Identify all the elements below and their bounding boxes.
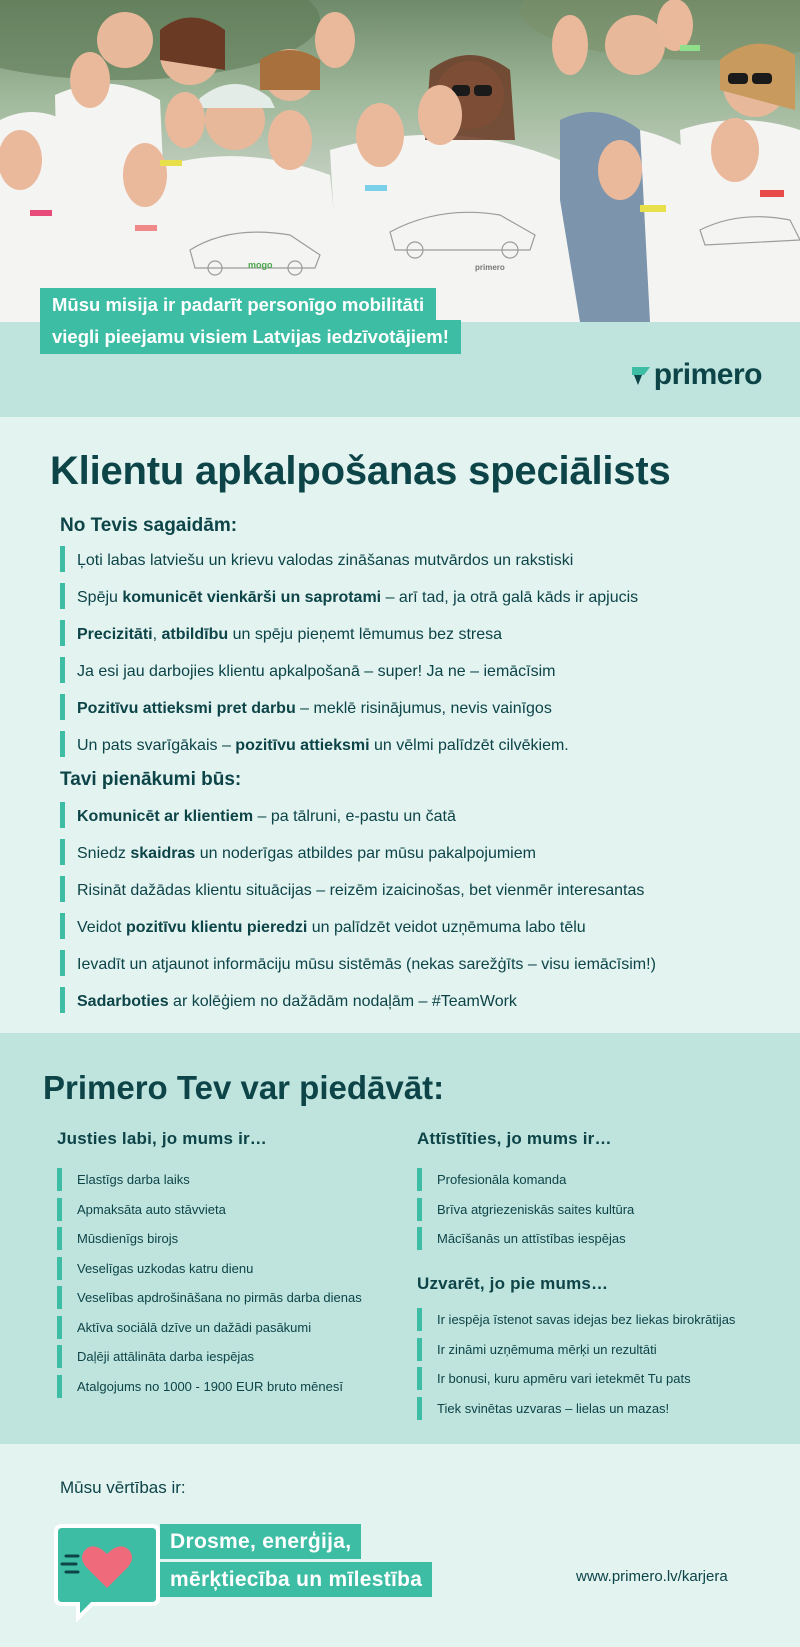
benefit-item: Elastīgs darba laiks — [57, 1171, 190, 1189]
career-link[interactable]: www.primero.lv/karjera — [576, 1568, 728, 1585]
chevron-mark-icon — [630, 363, 652, 387]
col1-heading: Justies labi, jo mums ir… — [57, 1129, 268, 1148]
shirt-brand-2: primero — [475, 263, 505, 272]
growth-item: Profesionāla komanda — [417, 1171, 566, 1189]
values-line-2: mērķtiecība un mīlestība — [160, 1562, 432, 1597]
duty-item: Veidot pozitīvu klientu pieredzi un palīdzēt veidot uzņēmuma labo tēlu — [60, 917, 586, 939]
duty-item: Risināt dažādas klientu situācijas – reizēm izaicinošas, bet vienmēr interesantas — [60, 880, 644, 902]
col3-heading: Uzvarēt, jo pie mums… — [417, 1274, 609, 1293]
values-section — [0, 1444, 800, 1647]
expect-item: Pozitīvu attieksmi pret darbu – meklē risinājumus, nevis vainīgos — [60, 698, 552, 720]
expect-item: Ja esi jau darbojies klientu apkalpošanā – super! Ja ne – iemācīsim — [60, 661, 556, 683]
win-item: Ir iespēja īstenot savas idejas bez liekas birokrātijas — [417, 1311, 735, 1329]
mission-line-2: viegli pieejamu visiem Latvijas iedzīvotājiem! — [40, 320, 461, 354]
heart-speech-bubble-icon — [52, 1522, 162, 1622]
growth-item: Brīva atgriezeniskās saites kultūra — [417, 1201, 634, 1219]
duty-item: Ievadīt un atjaunot informāciju mūsu sistēmās (nekas sarežģīts – visu iemācīsim!) — [60, 954, 656, 976]
offer-section — [0, 1033, 800, 1444]
job-title: Klientu apkalpošanas speciālists — [50, 449, 671, 493]
expect-item: Un pats svarīgākais – pozitīvu attieksmi un vēlmi palīdzēt cilvēkiem. — [60, 735, 569, 757]
benefit-item: Mūsdienīgs birojs — [57, 1230, 178, 1248]
benefit-item: Veselības apdrošināšana no pirmās darba dienas — [57, 1289, 362, 1307]
expect-item: Precizitāti, atbildību un spēju pieņemt lēmumus bez stresa — [60, 624, 502, 646]
job-section — [0, 417, 800, 1033]
expect-item: Ļoti labas latviešu un krievu valodas zināšanas mutvārdos un rakstiski — [60, 550, 573, 572]
benefit-item: Apmaksāta auto stāvvieta — [57, 1201, 226, 1219]
win-item: Tiek svinētas uzvaras – lielas un mazas! — [417, 1400, 669, 1418]
duty-item: Komunicēt ar klientiem – pa tālruni, e-pastu un čatā — [60, 806, 456, 828]
duty-item: Sadarboties ar kolēģiem no dažādām nodaļām – #TeamWork — [60, 991, 517, 1013]
growth-item: Mācīšanās un attīstības iespējas — [417, 1230, 626, 1248]
benefit-item: Veselīgas uzkodas katru dienu — [57, 1260, 253, 1278]
win-item: Ir zināmi uzņēmuma mērķi un rezultāti — [417, 1341, 657, 1359]
expect-item: Spēju komunicēt vienkārši un saprotami – arī tad, ja otrā galā kāds ir apjucis — [60, 587, 638, 609]
duties-heading: Tavi pienākumi būs: — [60, 769, 242, 790]
mission-line-1: Mūsu misija ir padarīt personīgo mobilitāti — [40, 288, 436, 322]
benefit-item: Atalgojums no 1000 - 1900 EUR bruto mēnesī — [57, 1378, 343, 1396]
shirt-brand-1: mogo — [248, 260, 273, 270]
duty-item: Sniedz skaidras un noderīgas atbildes par mūsu pakalpojumiem — [60, 843, 536, 865]
benefit-item: Daļēji attālināta darba iespējas — [57, 1348, 254, 1366]
expect-heading: No Tevis sagaidām: — [60, 515, 238, 536]
col2-heading: Attīstīties, jo mums ir… — [417, 1129, 612, 1148]
offer-title: Primero Tev var piedāvāt: — [43, 1069, 445, 1106]
hero-photo — [0, 0, 800, 322]
primero-logo — [630, 358, 762, 392]
logo-text: primero — [653, 358, 762, 391]
values-line-1: Drosme, enerģija, — [160, 1524, 361, 1559]
team-photo-illustration — [0, 0, 800, 322]
win-item: Ir bonusi, kuru apmēru vari ietekmēt Tu pats — [417, 1370, 691, 1388]
benefit-item: Aktīva sociālā dzīve un dažādi pasākumi — [57, 1319, 311, 1337]
values-label: Mūsu vērtības ir: — [60, 1478, 186, 1497]
